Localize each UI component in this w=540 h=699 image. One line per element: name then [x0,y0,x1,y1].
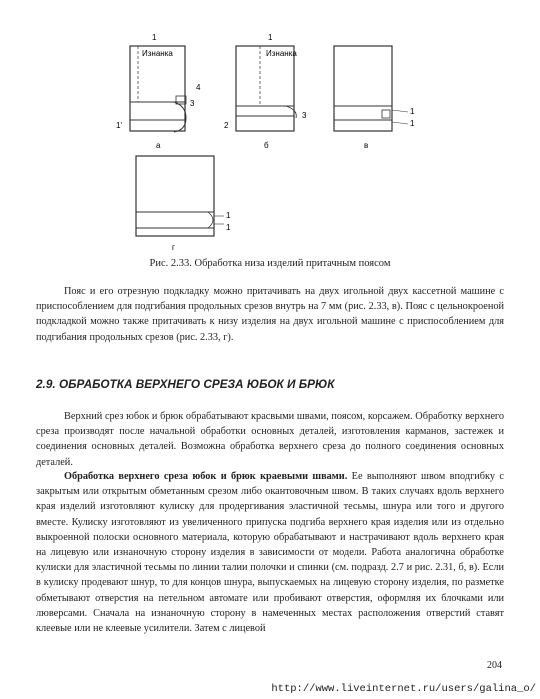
iznanka-label-a: Изнанка [142,49,173,58]
paragraph-3-body: Ее выполняют швом вподгибку с закрытым или открытым обметанным срезом либо окантовочным швом. В таких случаях вдоль верхнего края изделий изготовляют кулиску для продергивания эластичной тесьмы, шнура или того и другого вместе. Кулиску изготовляют из увеличенного припуска подгиба верхнего края изделия или из отдельно выкроенной полоски основного материала, которую обрабатывают и настрачивают вдоль верхнего края на лицевую или изнаночную сторону изделия в зависимости от модели. Работа аналогична обработке кулиски для эластичной тесьмы по линии талии полочки и спинки (см. подразд. 2.7 и рис. 2.31, б, в). Если в кулиску продевают шнур, то для концов шнура, выпускаемых на лицевую сторону изделия, по разметке обметывают отверстия на петельном автомате или пробивают отверстия, оформляя их блочками или люверсами. Сначала на изнаночную сторону в намеченных местах расположения отверстий ставят клеевые или не клеевые усилители. Затем с лицевой [36,471,504,635]
callout-b-3: 3 [302,111,307,120]
callout-a-3: 3 [190,99,195,108]
callout-g-1a: 1 [226,211,231,220]
callout-a-1: 1 [152,33,157,42]
page-number: 204 [487,660,502,671]
source-url[interactable]: http://www.liveinternet.ru/users/galina_o/ [271,683,536,695]
iznanka-label-b: Изнанка [266,49,297,58]
figure-caption: Рис. 2.33. Обработка низа изделий притачным поясом [149,258,391,269]
paragraph-3-lead: Обработка верхнего среза юбок и брюк краевыми швами. [64,471,348,482]
callout-g-1b: 1 [226,223,231,232]
figure-panel-g [126,150,236,252]
paragraph-3 [36,469,504,636]
figure-panel-b [222,32,318,150]
callout-v-1a: 1 [410,107,415,116]
panel-label-v: в [364,141,369,150]
panel-label-a: а [156,141,161,150]
figure-panel-a [112,32,208,150]
callout-a-4: 4 [196,83,201,92]
callout-a-1prime: 1' [116,121,122,130]
callout-b-1: 1 [268,33,273,42]
callout-v-1b: 1 [410,119,415,128]
paragraph-2: Верхний срез юбок и брюк обрабатывают красвыми швами, поясом, корсажем. Обработку верхнего среза производят после начальной обработки основных деталей, изготовления карманов, застежек и соединения основных деталей. Возможна обработка верхнего среза до полного соединения основных деталей. [36,411,504,468]
callout-b-2: 2 [224,121,229,130]
figure-panel-v [328,32,424,150]
panel-label-b: б [264,141,269,150]
paragraph-1: Пояс и его отрезную подкладку можно притачивать на двух игольной двух кассетной машине с приспособлением для подгибания продольных срезов внутрь на 7 мм (рис. 2.33, в). Пояс с цельнокроеной подкладкой можно также притачивать к низу изделия на двух игольной машине с приспособлением для подгибания продольных срезов (рис. 2.33, г). [36,286,504,343]
section-heading: 2.9. ОБРАБОТКА ВЕРХНЕГО СРЕЗА ЮБОК И БРЮК [36,377,335,391]
panel-label-g: г [172,243,175,252]
